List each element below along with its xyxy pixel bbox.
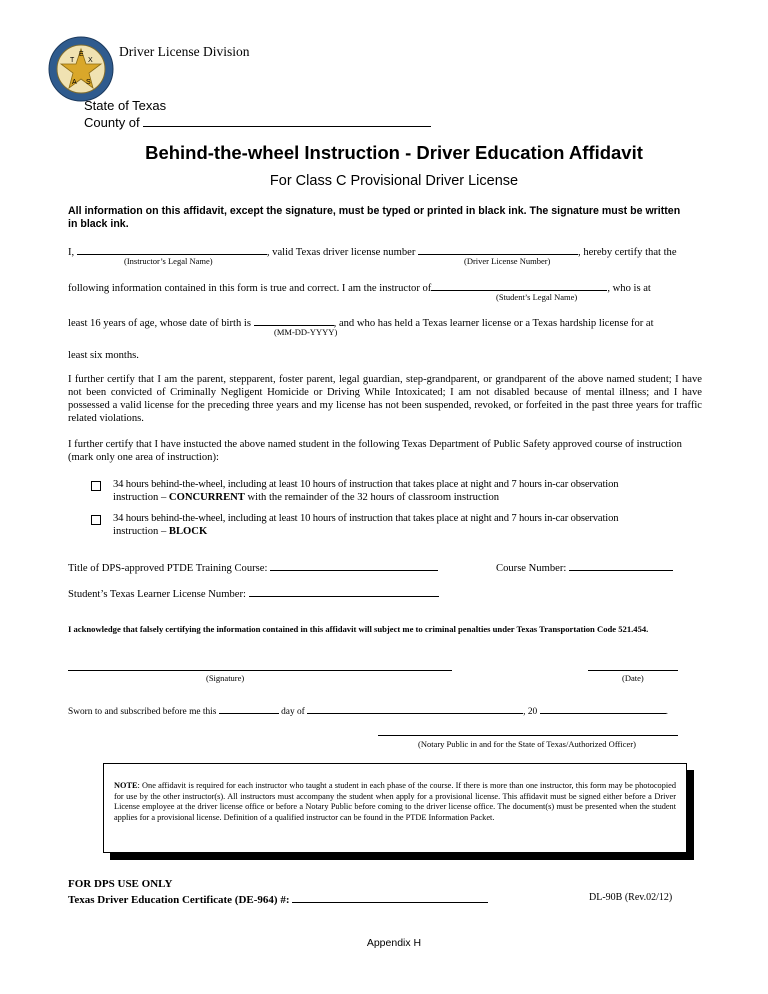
note-box [103,763,687,853]
text-who-is-at: , who is at [607,283,651,294]
caption-dob: (MM-DD-YYYY) [274,327,338,337]
certificate-row [68,891,488,906]
caption-license: (Driver License Number) [464,256,551,266]
notary-line[interactable] [378,735,678,736]
page-subtitle: For Class C Provisional Driver License [269,173,519,189]
text-valid-license: , valid Texas driver license number [266,247,416,258]
course-title-label: Title of DPS-approved PTDE Training Course: [68,563,268,574]
option-block-bold: BLOCK [168,526,208,537]
text-i: I, [68,247,75,258]
learner-license-label: Student’s Texas Learner License Number: [68,589,246,600]
dob-field[interactable] [254,314,334,326]
certification-paragraph: I further certify that I am the parent, stepparent, foster parent, legal guardian, step-grandparent, or grandparent of the above named student; I have not been convicted of Criminally Negligent Homicide or Driving While Intoxicated; I am not disabled because of mental illness; and I have possessed a valid license for the preceding three years and my license has not been suspended, revoked, or forfeited in the past three years for traffic related violations. [68,374,702,424]
signature-line[interactable] [68,670,452,671]
division-name: Driver License Division [119,44,250,59]
course-number-label: Course Number: [496,563,567,574]
note-body: : One affidavit is required for each instructor who taught a student in each phase of the course. If there is more than one instructor, this form may be photocopied for use by the other instructor(s). All instructors must accompany the student when apply for a provisional license. This affidavit must be signed either before a Driver License employee at the driver license office or before a Notary Public before coming to the driver license office. The document(s) must be presented when the student applies for a provisional license. Definition of a qualified instructor can be found in the PTDE Information Packet. [114,781,676,822]
acknowledgement: I acknowledge that falsely certifying the information contained in this affidavit will subject me to criminal penalties under Texas Transportation Code 521.454. [68,624,649,634]
text-following: following information contained in this form is true and correct. I am the instructor of [68,283,432,294]
learner-license-row [68,585,439,600]
dps-seal [48,36,114,102]
course-number-field[interactable] [569,559,673,571]
checkbox-box[interactable] [91,481,101,491]
option-concurrent-suffix: with the remainder of the 32 hours of classroom instruction [244,492,500,503]
sworn-text-a: Sworn to and subscribed before me this [68,707,217,717]
caption-student: (Student’s Legal Name) [496,292,578,302]
option-block-line2 [113,525,703,538]
seal-letter-x: X [88,57,93,64]
sworn-year-field[interactable] [540,704,666,714]
instruction-paragraph: I further certify that I have instucted the above named student in the following Texas Department of Public Safety approved course of instruction (mark only one area of instruction): [68,439,682,463]
date-caption: (Date) [622,673,644,683]
option-block-prefix: instruction – [113,526,169,537]
dps-use-only: FOR DPS USE ONLY [68,878,173,890]
seal-letter-t: T [70,57,75,64]
option-concurrent-text [113,478,703,504]
appendix-label: Appendix H [366,937,422,949]
course-title-field[interactable] [270,559,438,571]
note-text [114,781,676,823]
checkbox-box[interactable] [91,515,101,525]
option-block-checkbox[interactable] [91,512,101,530]
course-title-row [68,559,438,574]
sworn-text-d: . [665,707,668,717]
text-and-held: , and who has held a Texas learner license or a Texas hardship license for at [333,318,654,329]
county-label: County of [84,115,140,130]
course-number-row [496,559,673,574]
seal-letter-e: E [79,51,84,58]
dob-row [68,314,654,329]
county-field[interactable] [143,115,431,127]
option-concurrent-line2 [113,491,703,504]
note-label: NOTE [114,781,138,790]
county-row [84,115,431,130]
instructor-name-field[interactable] [77,243,267,255]
option-block-text [113,512,703,538]
option-concurrent-checkbox[interactable] [91,478,101,496]
text-least-16: least 16 years of age, whose date of birth is [68,318,251,329]
sworn-text-b: day of [281,707,305,717]
sworn-day-field[interactable] [219,704,279,714]
sworn-month-field[interactable] [307,704,523,714]
six-months: least six months. [68,350,139,361]
text-certify: , hereby certify that the [578,247,677,258]
state-label: State of Texas [84,98,167,113]
sworn-row [68,704,668,717]
caption-instructor: (Instructor’s Legal Name) [124,256,213,266]
seal-letter-s: S [86,79,91,86]
seal-letter-a: A [72,79,77,86]
certificate-label: Texas Driver Education Certificate (DE-964) #: [68,894,290,906]
ink-notice: All information on this affidavit, except the signature, must be typed or printed in black ink. The signature must be written in black ink. [68,205,681,230]
page-title: Behind-the-wheel Instruction - Driver Education Affidavit [145,142,643,163]
certificate-field[interactable] [292,891,488,903]
date-line[interactable] [588,670,678,671]
sworn-text-c: , 20 [523,707,538,717]
option-block-line1: 34 hours behind-the-wheel, including at least 10 hours of instruction that takes place at night and 7 hours in-car observation [113,513,619,524]
option-concurrent-line1: 34 hours behind-the-wheel, including at least 10 hours of instruction that takes place at night and 7 hours in-car observation [113,479,619,490]
notary-caption: (Notary Public in and for the State of Texas/Authorized Officer) [418,739,636,749]
student-name-field[interactable] [431,279,607,291]
seal-graphic [48,36,114,102]
option-concurrent-prefix: instruction – [113,492,169,503]
signature-caption: (Signature) [206,673,245,683]
learner-license-field[interactable] [249,585,439,597]
license-number-field[interactable] [418,243,578,255]
form-number: DL-90B (Rev.02/12) [589,892,673,903]
option-concurrent-bold: CONCURRENT [168,492,245,503]
